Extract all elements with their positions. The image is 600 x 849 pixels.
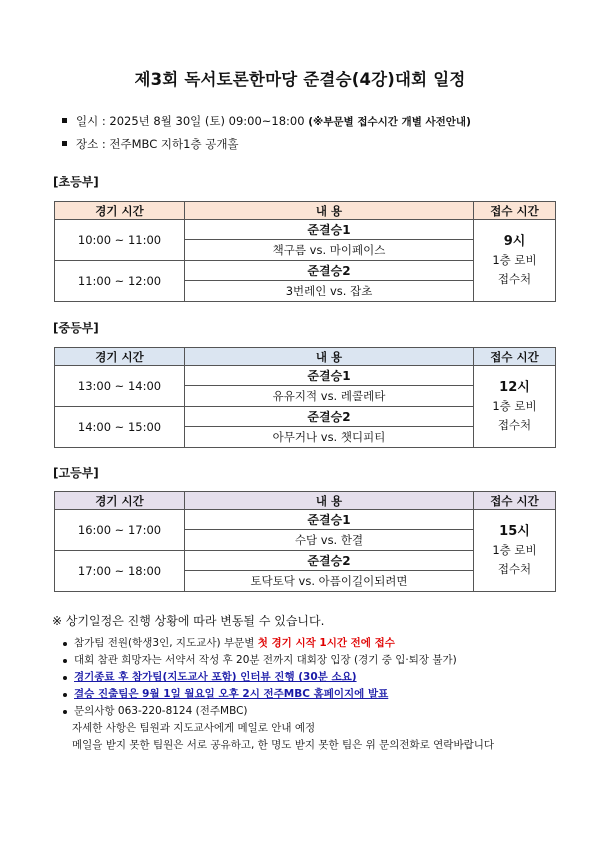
match-time: 13:00 ~ 14:00 <box>55 366 185 407</box>
header-time: 경기 시간 <box>55 492 185 510</box>
match-time: 16:00 ~ 17:00 <box>55 510 185 551</box>
table-row <box>55 510 556 530</box>
schedule-table-high <box>54 491 556 592</box>
header-content: 내 용 <box>185 492 474 510</box>
note-item <box>52 652 572 669</box>
section-label-elementary: [초등부] <box>53 175 99 189</box>
bullet-dot-icon <box>63 693 67 697</box>
match-teams: 아무거나 vs. 챗디피티 <box>185 427 474 448</box>
bullet-dot-icon <box>63 710 67 714</box>
reception-time: 9시 <box>503 234 526 249</box>
note-text: 대회 참관 희망자는 서약서 작성 후 20분 전까지 대회장 입장 (경기 중 입·퇴장 불가) <box>74 654 457 666</box>
round-label: 준결승1 <box>185 510 474 530</box>
match-time: 10:00 ~ 11:00 <box>55 220 185 261</box>
reception-place: 1층 로비 <box>492 543 537 557</box>
table-header-row <box>55 202 556 220</box>
bullet-square-icon <box>62 118 67 123</box>
match-time: 14:00 ~ 15:00 <box>55 407 185 448</box>
date-note: (※부문별 접수시간 개별 사전안내) <box>308 116 471 128</box>
bullet-dot-icon <box>63 659 67 663</box>
bullet-dot-icon <box>63 676 67 680</box>
place-info <box>62 137 239 151</box>
match-teams: 책구름 vs. 마이페이스 <box>185 240 474 261</box>
round-label: 준결승1 <box>185 220 474 240</box>
date-info <box>62 114 471 129</box>
reception-time: 15시 <box>499 524 530 539</box>
reception-time: 12시 <box>499 380 530 395</box>
reception-cell <box>474 366 556 448</box>
table-header-row <box>55 348 556 366</box>
schedule-table-middle <box>54 347 556 448</box>
match-teams: 수담 vs. 한결 <box>185 530 474 551</box>
reception-place: 1층 로비 <box>492 253 537 267</box>
round-label: 준결승2 <box>185 261 474 281</box>
note-text: 경기종료 후 참가팀(지도교사 포함) 인터뷰 진행 (30분 소요) <box>74 671 357 683</box>
table-header-row <box>55 492 556 510</box>
note-item <box>52 703 572 720</box>
note-continuation: 메일을 받지 못한 팀원은 서로 공유하고, 한 명도 받지 못한 팀은 위 문의전화로 연락바랍니다 <box>72 739 495 751</box>
match-time: 11:00 ~ 12:00 <box>55 261 185 302</box>
note-item <box>52 686 572 703</box>
reception-cell <box>474 510 556 592</box>
note-text: 문의사항 063-220-8124 (전주MBC) <box>74 705 248 717</box>
round-label: 준결승1 <box>185 366 474 386</box>
round-label: 준결승2 <box>185 407 474 427</box>
bullet-dot-icon <box>63 642 67 646</box>
header-time: 경기 시간 <box>55 348 185 366</box>
note-text: 참가팀 전원(학생3인, 지도교사) 부문별 <box>74 637 258 649</box>
reception-desk: 접수처 <box>497 418 532 432</box>
bullet-square-icon <box>62 141 67 146</box>
note-highlight: 첫 경기 시작 1시간 전에 접수 <box>257 637 395 649</box>
notes-section <box>52 612 572 754</box>
match-teams: 유유지적 vs. 레콜레타 <box>185 386 474 407</box>
match-teams: 토닥토닥 vs. 아픔이길이되려면 <box>185 571 474 592</box>
section-label-middle: [중등부] <box>53 321 99 335</box>
schedule-table-elementary <box>54 201 556 302</box>
reception-desk: 접수처 <box>497 562 532 576</box>
page-title: 제3회 독서토론한마당 준결승(4강)대회 일정 <box>134 70 466 89</box>
header-reception: 접수 시간 <box>474 348 556 366</box>
header-time: 경기 시간 <box>55 202 185 220</box>
header-content: 내 용 <box>185 202 474 220</box>
table-row <box>55 366 556 386</box>
header-reception: 접수 시간 <box>474 202 556 220</box>
section-label-high: [고등부] <box>53 466 99 480</box>
reception-cell <box>474 220 556 302</box>
table-row <box>55 220 556 240</box>
header-reception: 접수 시간 <box>474 492 556 510</box>
note-text: 결승 진출팀은 9월 1일 월요일 오후 2시 전주MBC 홈페이지에 발표 <box>74 688 389 700</box>
reception-desk: 접수처 <box>497 272 532 286</box>
place-label: 장소 : 전주MBC 지하1층 공개홀 <box>76 137 239 151</box>
date-label: 일시 : 2025년 8월 30일 (토) 09:00~18:00 <box>76 114 305 128</box>
reception-place: 1층 로비 <box>492 399 537 413</box>
note-item <box>52 635 572 652</box>
match-teams: 3번레인 vs. 잡초 <box>185 281 474 302</box>
notes-header: ※ 상기일정은 진행 상황에 따라 변동될 수 있습니다. <box>52 614 325 628</box>
round-label: 준결승2 <box>185 551 474 571</box>
note-item <box>52 669 572 686</box>
header-content: 내 용 <box>185 348 474 366</box>
note-continuation: 자세한 사항은 팀원과 지도교사에게 메일로 안내 예정 <box>72 722 316 734</box>
match-time: 17:00 ~ 18:00 <box>55 551 185 592</box>
